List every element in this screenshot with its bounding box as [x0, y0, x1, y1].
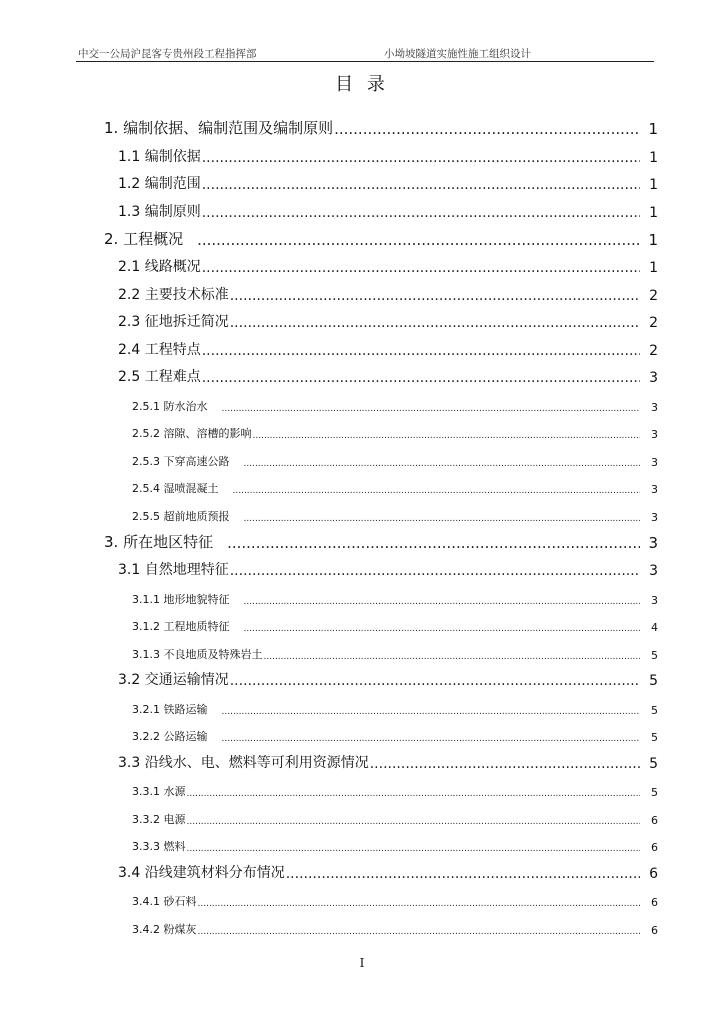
toc-entry[interactable] — [100, 331, 658, 359]
toc-entry-label: 3.3.3 燃料 — [132, 840, 186, 853]
toc-entry[interactable] — [100, 359, 658, 387]
toc-entry-page: 3 — [651, 510, 658, 524]
toc-entry-page: 3 — [651, 483, 658, 496]
toc-entry[interactable] — [100, 221, 658, 249]
toc-entry-label: 3.2 交通运输情况 — [118, 672, 229, 688]
toc-entry-page: 5 — [651, 648, 658, 662]
toc-dot-leader — [253, 431, 641, 441]
toc-entry-page: 3 — [649, 563, 658, 579]
toc-dot-leader — [198, 899, 641, 909]
toc-entry-page: 2 — [649, 342, 658, 359]
toc-entry[interactable] — [100, 744, 658, 772]
toc-entry[interactable] — [100, 579, 658, 607]
toc-dot-leader — [202, 343, 640, 359]
toc-entry-page: 5 — [651, 703, 658, 717]
toc-entry-page: 6 — [649, 865, 658, 882]
toc-entry-label: 2.5.5 超前地质预报 — [132, 509, 230, 523]
toc-entry-label: 3. 所在地区特征 — [104, 532, 214, 551]
toc-entry[interactable] — [100, 827, 658, 855]
toc-dot-leader — [202, 150, 640, 166]
toc-entry-label: 1.2 编制范围 — [118, 176, 201, 192]
toc-entry-label: 3.2.2 公路运输 — [132, 730, 208, 743]
toc-title: 目 录 — [335, 74, 389, 95]
toc-entry[interactable] — [100, 772, 658, 800]
toc-entry-label: 3.4 沿线建筑材料分布情况 — [118, 864, 285, 881]
toc-entry-label: 3.1.3 不良地质及特殊岩土 — [132, 647, 263, 661]
toc-entry-page: 4 — [651, 621, 658, 634]
toc-entry-label: 3.2.1 铁路运输 — [132, 702, 208, 716]
toc-dot-leader — [244, 597, 641, 607]
toc-entry-label: 2.5.2 溶隙、溶槽的影响 — [132, 427, 252, 440]
toc-entry[interactable] — [100, 909, 658, 937]
toc-entry-page: 3 — [651, 455, 658, 469]
toc-entry[interactable] — [100, 386, 658, 414]
toc-dot-leader — [370, 756, 640, 772]
toc-entry[interactable] — [100, 634, 658, 662]
toc-entry-label: 1.3 编制原则 — [118, 203, 201, 220]
toc-entry[interactable] — [100, 689, 658, 717]
toc-entry-page: 6 — [651, 896, 658, 909]
toc-entry-page: 1 — [648, 120, 658, 138]
running-header — [76, 44, 654, 62]
toc-dot-leader — [244, 459, 641, 469]
table-of-contents — [100, 110, 658, 937]
toc-entry-page: 6 — [651, 923, 658, 937]
toc-dot-leader — [202, 370, 640, 386]
toc-entry[interactable] — [100, 193, 658, 221]
toc-entry-label: 3.3.2 电源 — [132, 812, 186, 826]
toc-dot-leader — [202, 177, 640, 193]
toc-dot-leader — [244, 624, 641, 634]
toc-entry-page: 1 — [649, 177, 658, 193]
toc-entry[interactable] — [100, 607, 658, 635]
toc-dot-leader — [187, 817, 641, 827]
toc-entry-label: 2.4 工程特点 — [118, 341, 201, 358]
toc-entry-label: 2.5.1 防水治水 — [132, 399, 208, 413]
toc-entry-label: 1.1 编制依据 — [118, 148, 201, 165]
toc-entry[interactable] — [100, 496, 658, 524]
toc-entry[interactable] — [100, 138, 658, 166]
toc-entry[interactable] — [100, 249, 658, 277]
toc-entry-page: 3 — [651, 593, 658, 607]
toc-entry-page: 3 — [651, 428, 658, 441]
toc-dot-leader — [244, 514, 641, 524]
toc-entry[interactable] — [100, 414, 658, 442]
toc-entry-label: 2.5.4 湿喷混凝土 — [132, 482, 219, 495]
toc-entry-label: 3.1.2 工程地质特征 — [132, 620, 230, 633]
toc-entry-page: 3 — [648, 533, 658, 552]
toc-entry-label: 2.2 主要技术标准 — [118, 286, 229, 303]
toc-entry-page: 3 — [651, 400, 658, 414]
toc-entry-page: 6 — [651, 841, 658, 854]
toc-entry[interactable] — [100, 717, 658, 745]
toc-entry-label: 3.3.1 水源 — [132, 785, 186, 798]
toc-entry[interactable] — [100, 166, 658, 194]
toc-entry-label: 2.5 工程难点 — [118, 369, 201, 385]
toc-entry-page: 1 — [649, 260, 658, 276]
toc-entry[interactable] — [100, 304, 658, 332]
toc-entry[interactable] — [100, 799, 658, 827]
toc-entry[interactable] — [100, 110, 658, 138]
toc-entry-label: 3.3 沿线水、电、燃料等可利用资源情况 — [118, 754, 369, 771]
toc-dot-leader — [202, 205, 640, 221]
toc-dot-leader — [334, 120, 640, 138]
toc-dot-leader — [222, 734, 641, 744]
toc-dot-leader — [202, 260, 640, 276]
toc-entry[interactable] — [100, 441, 658, 469]
toc-dot-leader — [187, 844, 641, 854]
toc-entry-label: 2.5.3 下穿高速公路 — [132, 454, 230, 468]
toc-entry-label: 3.4.2 粉煤灰 — [132, 922, 197, 936]
toc-dot-leader — [222, 707, 641, 717]
toc-entry-page: 5 — [649, 755, 658, 772]
toc-dot-leader — [230, 563, 640, 579]
toc-entry-page: 1 — [649, 204, 658, 221]
toc-entry[interactable] — [100, 882, 658, 910]
toc-dot-leader — [286, 866, 640, 882]
toc-entry[interactable] — [100, 662, 658, 690]
toc-entry-label: 2.1 线路概况 — [118, 259, 201, 275]
toc-dot-leader — [227, 534, 640, 552]
toc-dot-leader — [198, 927, 641, 937]
toc-dot-leader — [222, 404, 641, 414]
toc-entry-label: 1. 编制依据、编制范围及编制原则 — [104, 119, 334, 137]
page-number: I — [359, 956, 365, 970]
toc-entry[interactable] — [100, 469, 658, 497]
toc-dot-leader — [230, 673, 640, 689]
toc-entry-page: 2 — [649, 315, 658, 331]
toc-entry-page: 1 — [648, 230, 658, 249]
toc-entry-page: 5 — [651, 731, 658, 744]
header-right-text: 小坳坡隧道实施性施工组织设计 — [384, 48, 531, 60]
toc-entry-label: 2.3 征地拆迁简况 — [118, 314, 229, 330]
header-left-text: 中交一公局沪昆客专贵州段工程指挥部 — [78, 48, 257, 60]
toc-entry-label: 3.4.1 砂石料 — [132, 895, 197, 908]
toc-entry-label: 2. 工程概况 — [104, 229, 184, 248]
toc-entry[interactable] — [100, 552, 658, 580]
toc-dot-leader — [230, 315, 640, 331]
toc-dot-leader — [233, 486, 641, 496]
toc-dot-leader — [230, 288, 640, 304]
toc-entry-page: 5 — [651, 786, 658, 799]
toc-dot-leader — [264, 652, 641, 662]
toc-entry-page: 2 — [649, 287, 658, 304]
toc-entry[interactable] — [100, 524, 658, 552]
toc-entry-page: 1 — [649, 149, 658, 166]
toc-dot-leader — [187, 789, 641, 799]
toc-entry[interactable] — [100, 276, 658, 304]
toc-entry[interactable] — [100, 854, 658, 882]
toc-entry-label: 3.1 自然地理特征 — [118, 562, 229, 578]
toc-entry-page: 6 — [651, 813, 658, 827]
toc-entry-page: 3 — [649, 370, 658, 386]
toc-entry-label: 3.1.1 地形地貌特征 — [132, 592, 230, 606]
toc-dot-leader — [197, 231, 640, 249]
toc-entry-page: 5 — [649, 673, 658, 689]
